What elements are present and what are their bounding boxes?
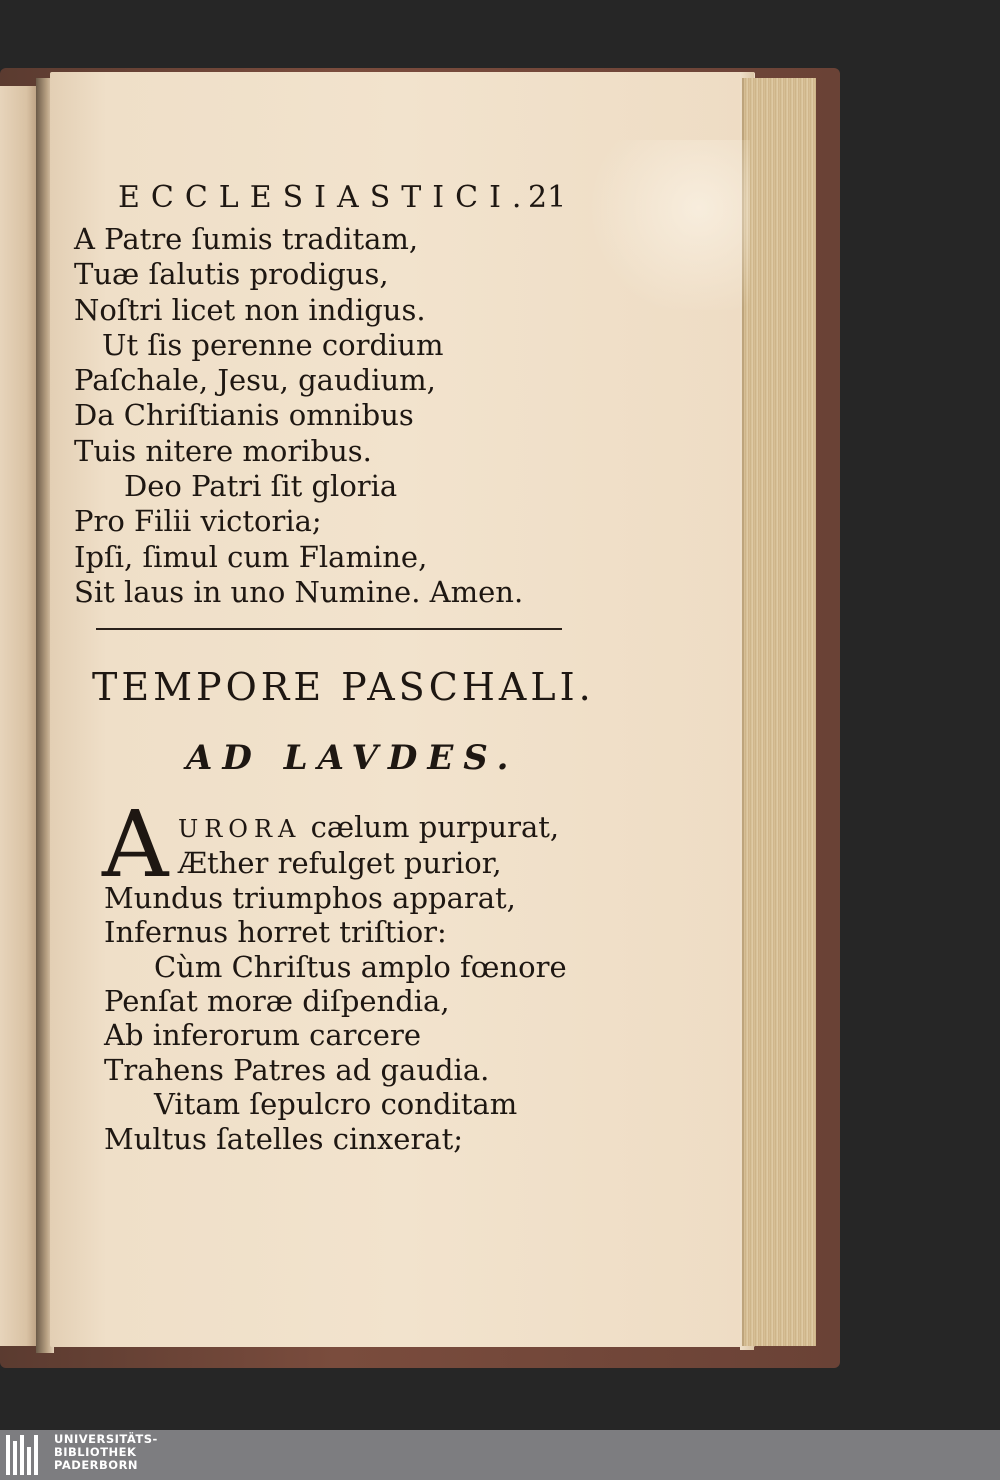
hymn-1 (74, 222, 523, 610)
verse-line: Mundus triumphos apparat, (104, 880, 516, 915)
section-title: TEMPORE PASCHALI. (92, 665, 595, 709)
left-page-edge (0, 86, 40, 1346)
paper-stain (580, 140, 750, 310)
verse-line: Noſtri licet non indigus. (74, 292, 426, 327)
logo-line: PADERBORN (54, 1458, 139, 1472)
verse-line: Æther refulget purior, (178, 846, 502, 881)
verse-line: Multus ſatelles cinxerat; (104, 1121, 464, 1156)
verse-line: Cùm Chriſtus amplo fœnore (154, 949, 567, 984)
verse-line: Trahens Patres ad gaudia. (104, 1052, 490, 1087)
library-logo-text (54, 1433, 158, 1472)
verse-line: Ut ſis perenne cordium (102, 327, 444, 362)
first-word-small-caps: URORA (178, 815, 302, 843)
hymn-2 (104, 810, 567, 1156)
verse-line: Deo Patri ſit gloria (124, 469, 398, 504)
verse-line: Tuis nitere moribus. (74, 433, 372, 468)
section-subtitle: AD LAVDES. (186, 738, 519, 778)
verse-line: A Patre ſumis traditam, (74, 222, 419, 256)
verse-line-first (104, 810, 567, 846)
logo-line: BIBLIOTHEK (54, 1445, 137, 1459)
verse-line: Ipſi, ſimul cum Flamine, (74, 539, 428, 574)
running-head: ECCLESIASTICI. (118, 180, 533, 215)
verse-line: Pro Filii victoria; (74, 504, 322, 539)
page-block-edges (742, 78, 816, 1346)
verse-line: Sit laus in uno Numine. Amen. (74, 574, 524, 609)
library-logo-icon (4, 1433, 44, 1477)
section-rule (96, 628, 562, 630)
logo-line: UNIVERSITÄTS- (54, 1432, 158, 1446)
verse-line: Vitam ſepulcro conditam (154, 1087, 518, 1122)
verse-line: Paſchale, Jesu, gaudium, (74, 363, 436, 398)
verse-line: Ab inferorum carcere (104, 1018, 421, 1053)
verse-line: Infernus horret triſtior: (104, 915, 447, 950)
verse-line: Tuæ ſalutis prodigus, (74, 257, 389, 292)
verse-line: Penſat moræ diſpendia, (104, 984, 450, 1019)
drop-cap: A (102, 791, 169, 898)
first-line-rest: cælum purpurat, (301, 810, 560, 844)
verse-line: Da Chriſtianis omnibus (74, 398, 414, 433)
page-number: 21 (528, 180, 567, 215)
